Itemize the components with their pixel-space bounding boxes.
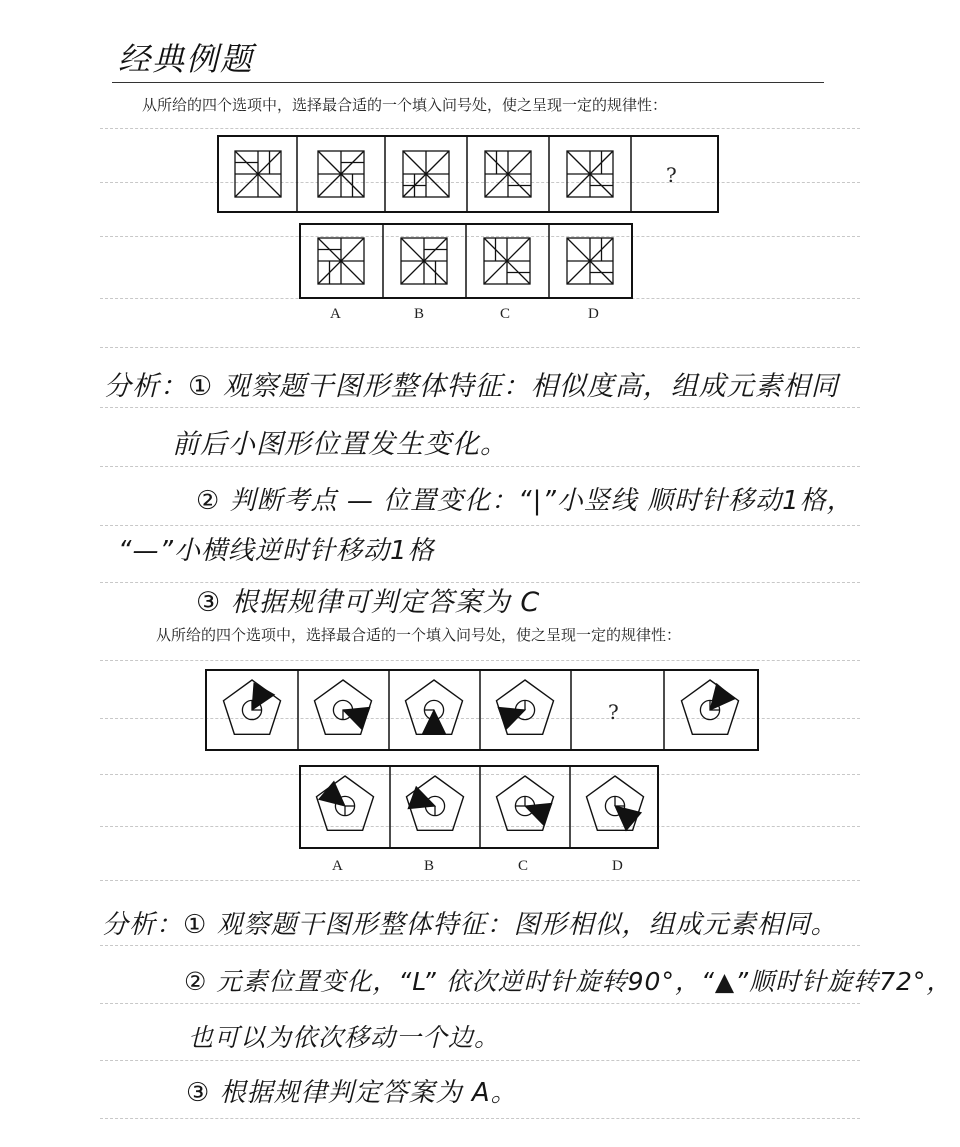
q2-option-figure-b <box>406 776 463 830</box>
q2-option-figure-d <box>586 776 643 831</box>
q2-option-figure-c <box>496 776 553 830</box>
q2-option-a-label: A <box>332 858 343 874</box>
q1-question-mark: ? <box>666 163 677 187</box>
analysis2-line3: 也可以为依次移动一个边。 <box>188 1023 501 1052</box>
analysis2-line2: ② 元素位置变化，“L” 依次逆时针旋转90°，“▲”顺时针旋转72°， <box>184 967 953 996</box>
q1-option-c-label: C <box>500 306 511 322</box>
q1-option-b-label: B <box>414 306 425 322</box>
q2-prompt: 从所给的四个选项中，选择最合适的一个填入问号处，使之呈现一定的规律性： <box>156 626 682 644</box>
analysis1-line2: 前后小图形位置发生变化。 <box>172 429 508 460</box>
q2-option-b-label: B <box>424 858 435 874</box>
q2-question-mark: ? <box>608 700 619 724</box>
q2-option-d-label: D <box>612 858 623 874</box>
q1-option-d-label: D <box>588 306 599 322</box>
analysis1-line5: ③ 根据规律可判定答案为 C <box>196 587 541 618</box>
page-title: 经典例题 <box>118 40 255 78</box>
analysis1-line1: 分析：① 观察题干图形整体特征：相似度高，组成元素相同 <box>104 371 839 402</box>
analysis2-line1: 分析：① 观察题干图形整体特征：图形相似，组成元素相同。 <box>102 910 838 940</box>
analysis1-line4: “—”小横线逆时针移动1格 <box>118 536 435 566</box>
q1-option-a-label: A <box>330 306 341 322</box>
analysis1-line3: ② 判断考点 — 位置变化：“|”小竖线 顺时针移动1格， <box>196 486 854 516</box>
q1-prompt: 从所给的四个选项中，选择最合适的一个填入问号处，使之呈现一定的规律性： <box>142 96 668 114</box>
analysis2-line4: ③ 根据规律判定答案为 A。 <box>186 1078 518 1108</box>
q2-option-c-label: C <box>518 858 529 874</box>
q2-option-figure-a <box>316 776 373 830</box>
